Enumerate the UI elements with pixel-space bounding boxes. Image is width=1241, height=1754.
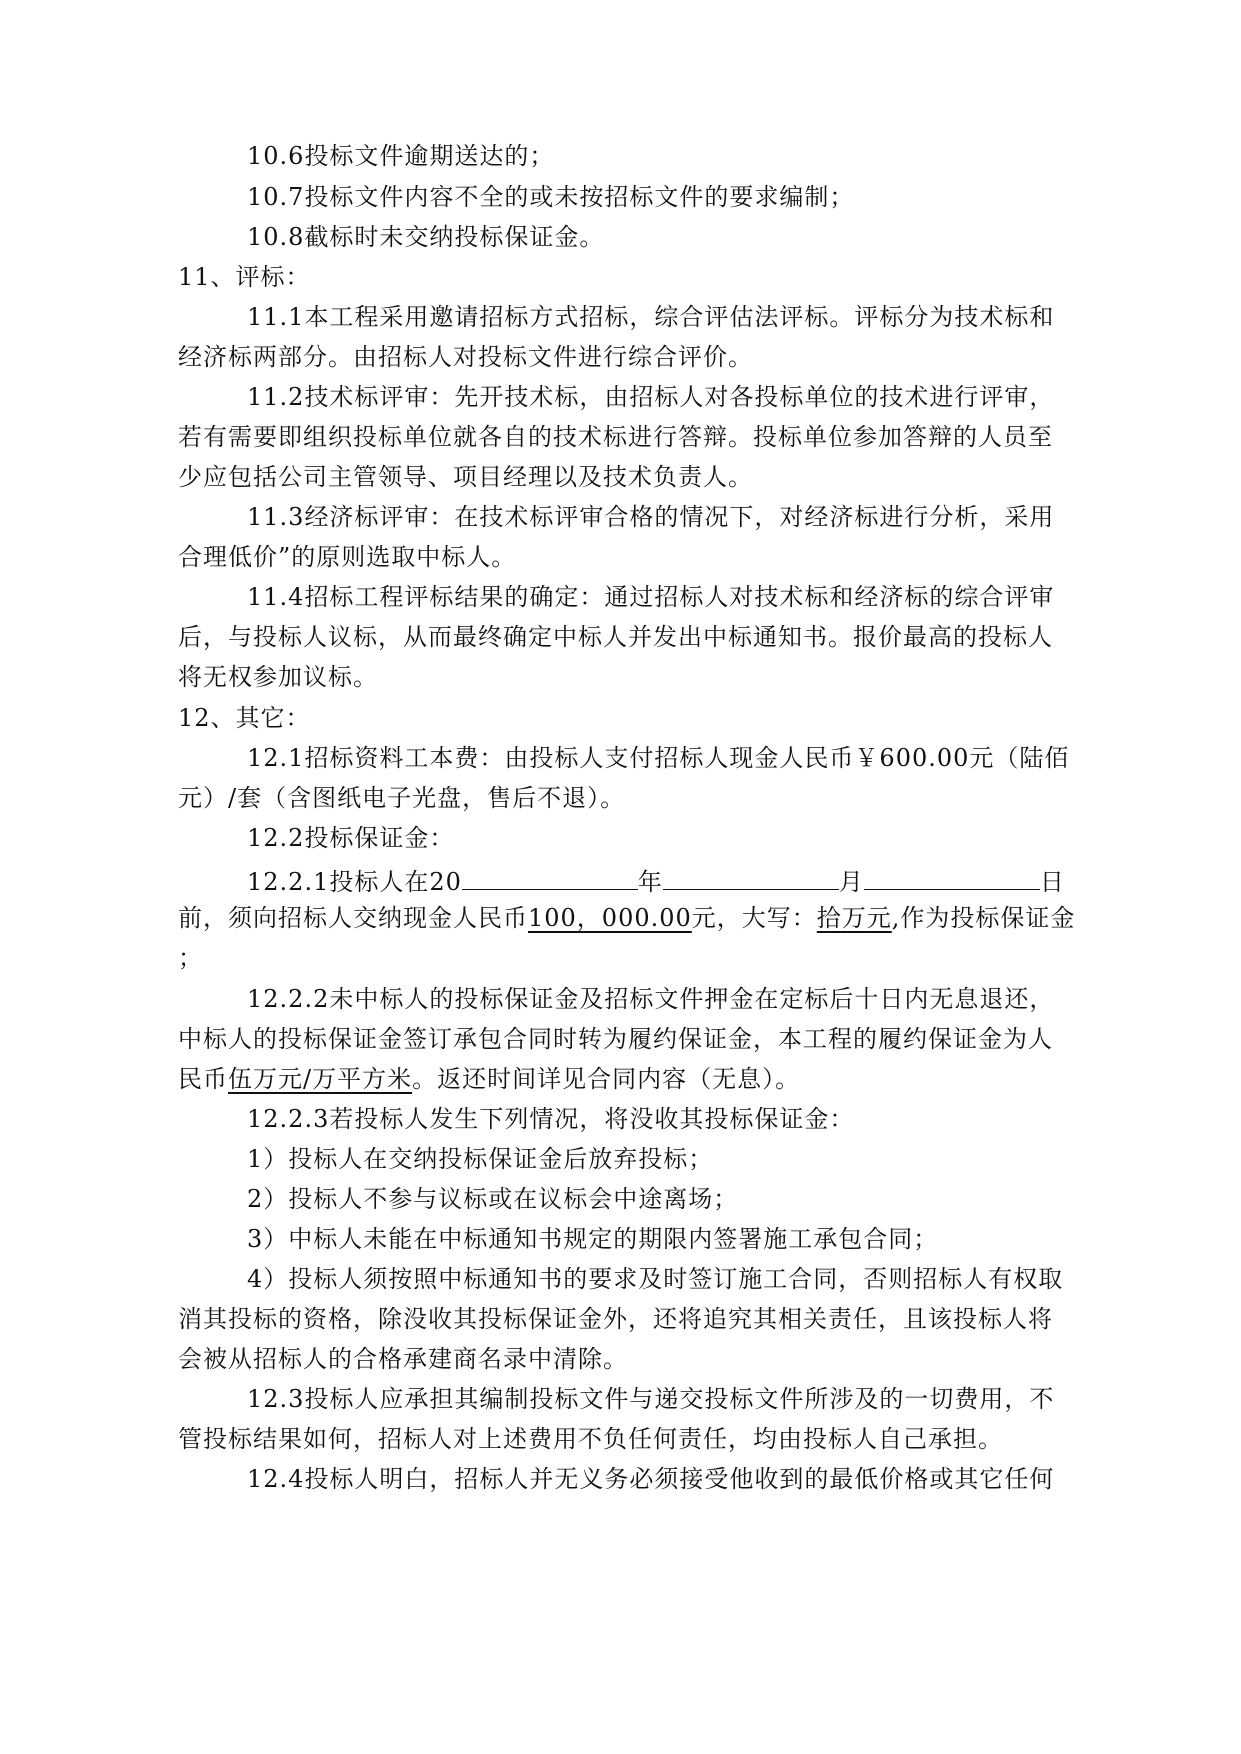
text-line-12-4: 12.4投标人明白，招标人并无义务必须接受他收到的最低价格或其它任何 (247, 1465, 1055, 1493)
text-line-12-2-2c (178, 1064, 800, 1094)
text-line-12-2-2b: 中标人的投标保证金签订承包合同时转为履约保证金，本工程的履约保证金为人 (178, 1025, 1053, 1053)
text-line-item-4a: 4）投标人须按照中标通知书的要求及时签订施工合同，否则招标人有权取 (247, 1265, 1064, 1293)
text-line-11-3a: 11.3经济标评审：在技术标评审合格的情况下，对经济标进行分析，采用 (247, 503, 1055, 531)
deposit-amount-words: 拾万元 (816, 904, 892, 932)
text-line-11-4b: 后，与投标人议标，从而最终确定中标人并发出中标通知书。报价最高的投标人 (178, 623, 1053, 651)
text-line-12-1b: 元）/套（含图纸电子光盘，售后不退）。 (178, 784, 626, 812)
text-line-12-3b: 管投标结果如何，招标人对上述费用不负任何责任，均由投标人自己承担。 (178, 1425, 1003, 1453)
text-line-11-1a: 11.1本工程采用邀请招标方式招标，综合评估法评标。评标分为技术标和 (247, 303, 1055, 331)
text-line-10-8: 10.8截标时未交纳投标保证金。 (247, 223, 605, 251)
year-blank (462, 863, 638, 890)
text-line-12-2-3: 12.2.3若投标人发生下列情况，将没收其投标保证金： (247, 1105, 855, 1133)
text-line-11-2b: 若有需要即组织投标单位就各自的技术标进行答辩。投标单位参加答辩的人员至 (178, 423, 1053, 451)
performance-prefix: 民币 (178, 1065, 228, 1093)
date-prefix: 12.2.1投标人在20 (247, 868, 462, 896)
text-line-item-4c: 会被从招标人的合格承建商名录中清除。 (178, 1345, 628, 1373)
year-label: 年 (637, 868, 663, 896)
deposit-middle: 元，大写： (691, 904, 817, 932)
text-line-12-2: 12.2投标保证金： (247, 824, 455, 852)
text-line-10-6: 10.6投标文件逾期送达的； (247, 142, 555, 170)
performance-amount: 伍万元/万平方米 (228, 1065, 413, 1093)
day-label: 日 (1039, 868, 1065, 896)
text-line-item-2: 2）投标人不参与议标或在议标会中途离场； (247, 1185, 739, 1213)
month-blank (663, 863, 839, 890)
text-line-11-3b: 合理低价”的原则选取中标人。 (178, 543, 517, 571)
day-blank (864, 863, 1040, 890)
text-line-11-4a: 11.4招标工程评标结果的确定：通过招标人对技术标和经济标的综合评审 (247, 583, 1055, 611)
text-line-deposit (178, 903, 1075, 933)
section-heading-11: 11、评标： (178, 263, 311, 291)
deposit-suffix: ,作为投标保证金 (891, 904, 1076, 932)
text-line-11-2a: 11.2技术标评审：先开技术标，由招标人对各投标单位的技术进行评审， (247, 383, 1055, 411)
text-line-item-1: 1）投标人在交纳投标保证金后放弃投标； (247, 1145, 714, 1173)
text-line-11-2c: 少应包括公司主管领导、项目经理以及技术负责人。 (178, 463, 753, 491)
text-line-12-1a: 12.1招标资料工本费：由投标人支付招标人现金人民币￥600.00元（陆佰 (247, 744, 1070, 772)
text-line-10-7: 10.7投标文件内容不全的或未按招标文件的要求编制； (247, 183, 855, 211)
text-line-12-2-1 (247, 863, 1065, 897)
deposit-amount: 100，000.00 (528, 904, 692, 932)
performance-suffix: 。返还时间详见合同内容（无息）。 (412, 1065, 801, 1093)
text-line-12-2-2a: 12.2.2未中标人的投标保证金及招标文件押金在定标后十日内无息退还， (247, 985, 1055, 1013)
text-line-12-3a: 12.3投标人应承担其编制投标文件与递交投标文件所涉及的一切费用，不 (247, 1385, 1055, 1413)
text-line-11-1b: 经济标两部分。由招标人对投标文件进行综合评价。 (178, 343, 753, 371)
text-line-semicolon: ； (178, 944, 203, 972)
text-line-item-3: 3）中标人未能在中标通知书规定的期限内签署施工承包合同； (247, 1225, 939, 1253)
section-heading-12: 12、其它： (178, 704, 311, 732)
text-line-11-4c: 将无权参加议标。 (178, 663, 378, 691)
deposit-prefix: 前，须向招标人交纳现金人民币 (178, 904, 528, 932)
month-label: 月 (838, 868, 864, 896)
text-line-item-4b: 消其投标的资格，除没收其投标保证金外，还将追究其相关责任，且该投标人将 (178, 1305, 1053, 1333)
